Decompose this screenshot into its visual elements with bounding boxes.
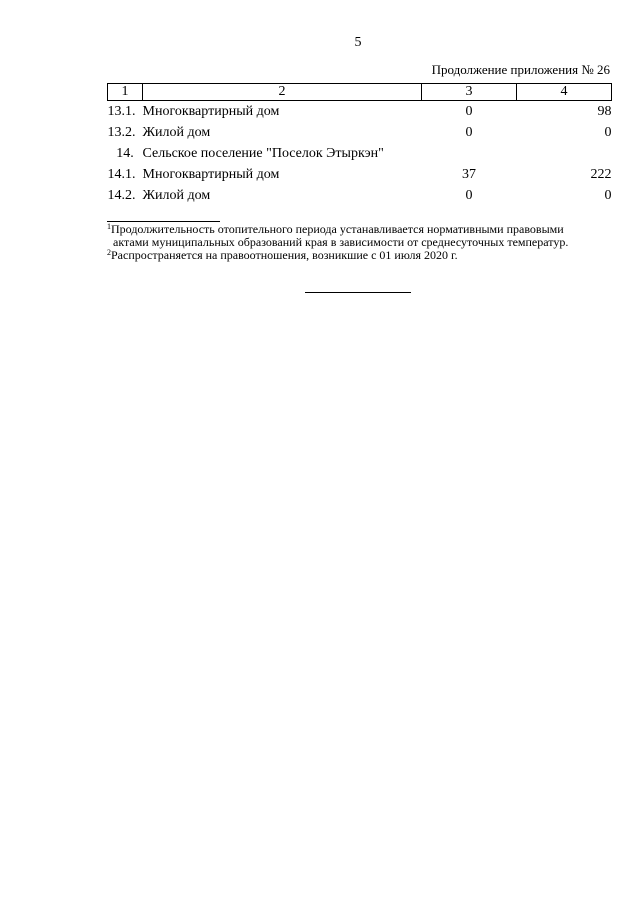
row-number: 13.1. [107, 103, 136, 119]
row-number: 14. [116, 145, 134, 161]
table-section-row [108, 143, 612, 164]
row-name: Жилой дом [142, 187, 211, 203]
row-number: 14.2. [107, 187, 136, 203]
column-header-2: 2 [143, 84, 422, 101]
row-value-col4 [517, 143, 612, 164]
table-row [108, 185, 612, 206]
column-header-4: 4 [517, 84, 612, 101]
footnote-1-line-2: актами муниципальных образований края в зависимости от среднесуточных температур. [113, 235, 569, 249]
row-value-col3: 0 [465, 124, 473, 140]
table-row [108, 122, 612, 143]
footnote-2 [107, 249, 611, 262]
table-row [108, 164, 612, 185]
row-value-col4: 0 [604, 124, 612, 140]
row-name: Жилой дом [142, 124, 211, 140]
column-header-1: 1 [108, 84, 143, 101]
row-value-col4: 98 [597, 103, 612, 119]
table-row [108, 101, 612, 123]
row-name: Многоквартирный дом [142, 103, 280, 119]
column-header-3: 3 [422, 84, 517, 101]
footnote-2-mark: 2 [107, 248, 111, 257]
tariff-table [107, 83, 612, 206]
row-value-col3 [422, 143, 517, 164]
row-name: Многоквартирный дом [142, 166, 280, 182]
footnote-1-mark: 1 [107, 222, 111, 231]
document-end-line [305, 292, 411, 293]
footnote-2-text: Распространяется на правоотношения, возникшие с 01 июля 2020 г. [111, 248, 458, 262]
footnotes [107, 223, 611, 262]
row-value-col4: 222 [590, 166, 612, 182]
appendix-continuation-title: Продолжение приложения № 26 [431, 62, 610, 77]
footnote-1-line-1: Продолжительность отопительного периода устанавливается нормативными правовыми [111, 222, 564, 236]
table-header-row [108, 84, 612, 101]
row-value-col3: 37 [462, 166, 476, 182]
row-name: Сельское поселение "Поселок Этыркэн" [142, 145, 384, 161]
row-value-col4: 0 [604, 187, 612, 203]
row-number: 13.2. [107, 124, 136, 140]
row-number: 14.1. [107, 166, 136, 182]
row-value-col3: 0 [465, 103, 473, 119]
row-value-col3: 0 [465, 187, 473, 203]
page-number: 5 [354, 35, 362, 50]
